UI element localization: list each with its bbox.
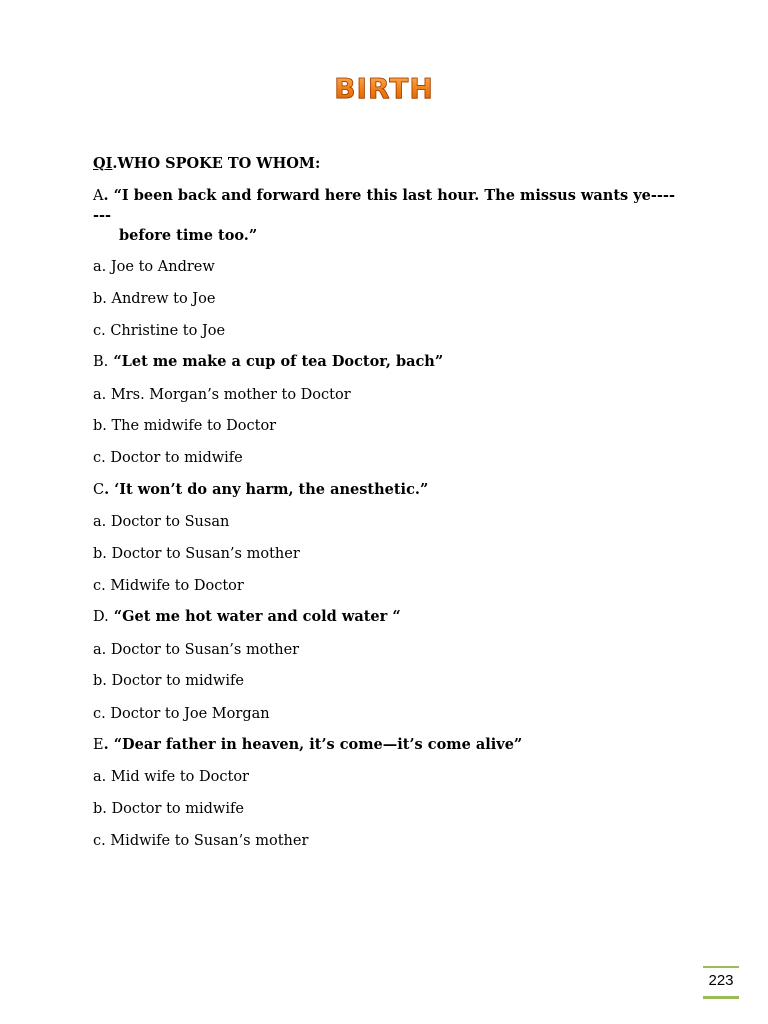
question-c (93, 481, 428, 499)
question-d-letter: D. (93, 609, 109, 625)
option-b-c: c. Doctor to midwife (93, 450, 243, 466)
option-a-a: a. Joe to Andrew (93, 259, 215, 275)
question-c-quote: . ‘It won’t do any harm, the anesthetic.” (104, 481, 429, 498)
question-d (93, 608, 401, 626)
question-b-letter: B. (93, 354, 109, 370)
question-d-quote: “Get me hot water and cold water “ (108, 608, 401, 625)
option-a-b: b. Andrew to Joe (93, 291, 216, 307)
option-e-a: a. Mid wife to Doctor (93, 769, 249, 785)
option-c-b: b. Doctor to Susan’s mother (93, 546, 300, 562)
option-d-a: a. Doctor to Susan’s mother (93, 642, 300, 658)
option-d-c: c. Doctor to Joe Morgan (93, 706, 270, 722)
option-e-c: c. Midwife to Susan’s mother (93, 833, 309, 849)
question-a-quote-continued: before time too.” (119, 227, 258, 244)
page-title: BIRTH (0, 72, 768, 105)
option-c-a: a. Doctor to Susan (93, 514, 230, 530)
heading-prefix: QI (93, 155, 113, 172)
question-a-letter: A (93, 188, 104, 204)
question-a-quote-wrap: --- (93, 207, 112, 224)
option-b-b: b. The midwife to Doctor (93, 418, 277, 434)
question-a-quote: . “I been back and forward here this last hour. The missus wants ye---- (103, 187, 675, 204)
section-heading (93, 155, 320, 173)
question-e (93, 736, 522, 754)
question-a (93, 187, 675, 205)
option-c-c: c. Midwife to Doctor (93, 578, 244, 594)
option-b-a: a. Mrs. Morgan’s mother to Doctor (93, 387, 351, 403)
page-number: 223 (703, 966, 739, 999)
option-a-c: c. Christine to Joe (93, 323, 226, 339)
question-e-quote: . “Dear father in heaven, it’s come—it’s come alive” (103, 736, 523, 753)
question-e-letter: E (93, 737, 104, 753)
question-c-letter: C (93, 482, 105, 498)
heading-text: .WHO SPOKE TO WHOM: (112, 155, 321, 172)
question-b (93, 353, 443, 371)
option-e-b: b. Doctor to midwife (93, 801, 244, 817)
question-b-quote: “Let me make a cup of tea Doctor, bach” (108, 353, 444, 370)
option-d-b: b. Doctor to midwife (93, 673, 244, 689)
